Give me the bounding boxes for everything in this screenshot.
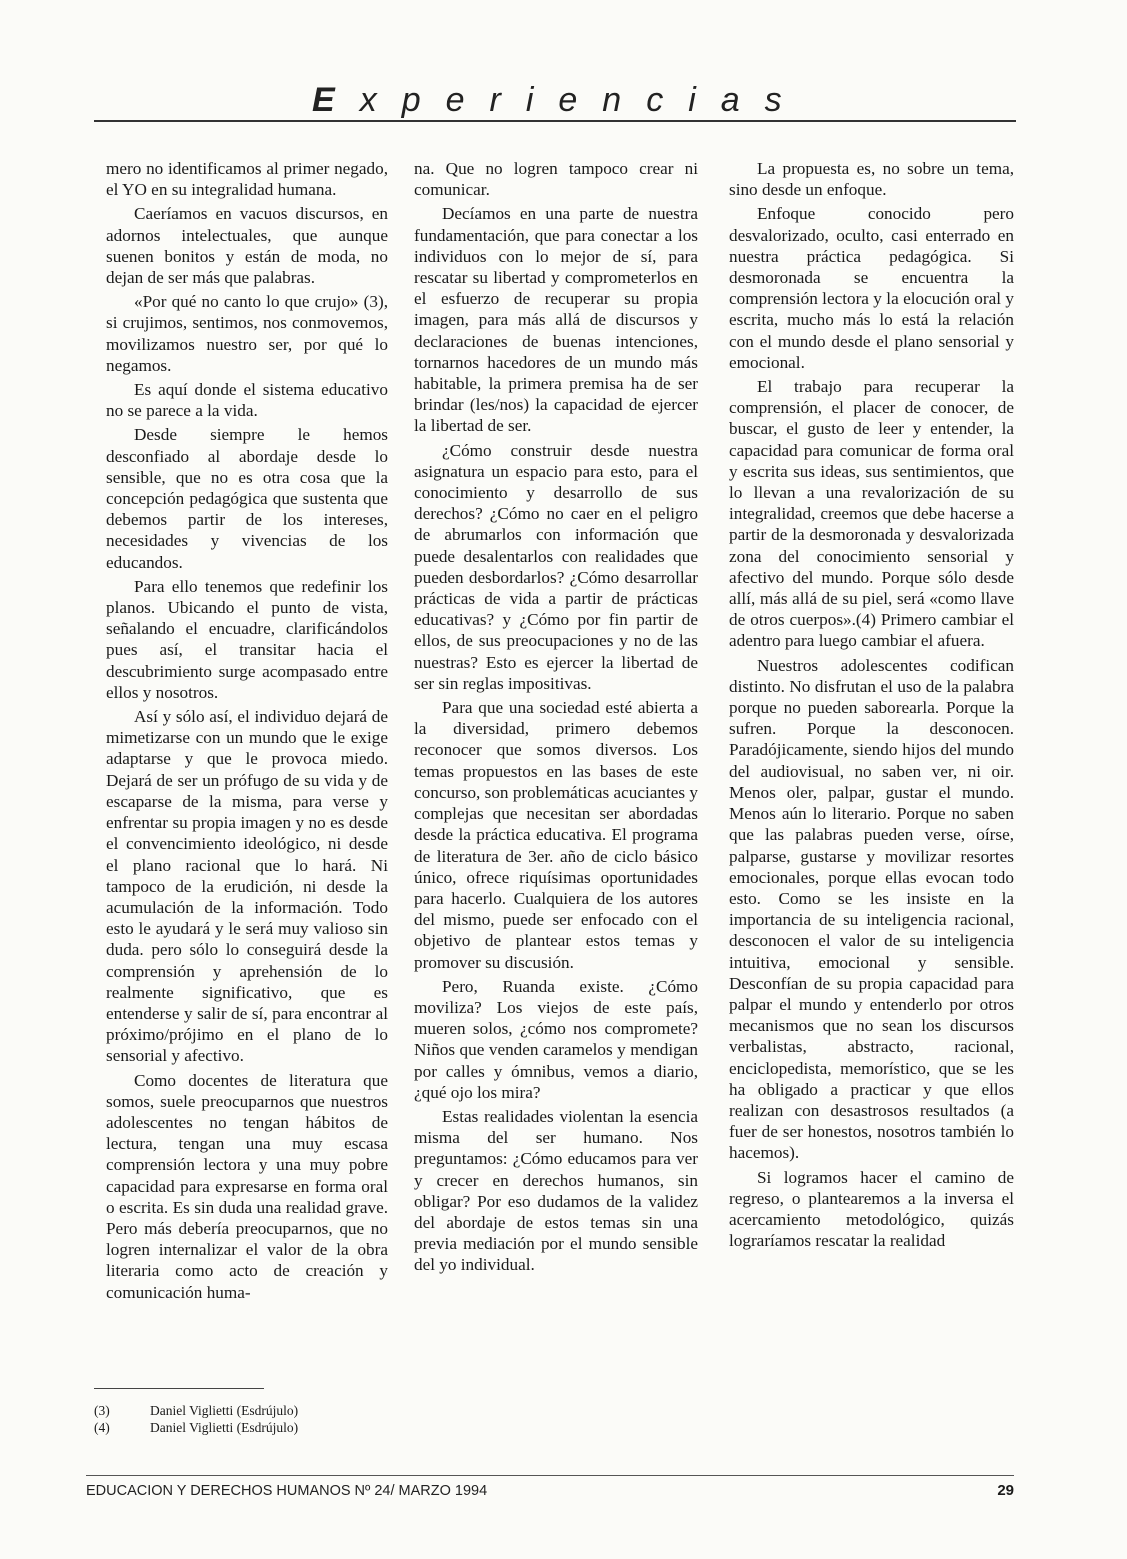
paragraph: Así y sólo así, el individuo dejará de mimetizarse con un mundo que le exige adaptarse y que le provoca miedo. Dejará de ser un prófugo de su vida y de escaparse de la misma, para verse y enfrentar su propia imagen y no es desde el convencimiento ideológico, ni desde el plano racional que lo hará. Ni tampoco de la erudición, ni desde la acumulación de la información. Todo esto le ayudará y le será muy valioso sin duda. pero sólo lo conseguirá desde la comprensión y aprehensión de lo realmente significativo, que es entenderse y salir de sí, para encontrar al próximo/prójimo en el plano de lo sensorial y afectivo. — [106, 707, 388, 1066]
paragraph: Decíamos en una parte de nuestra fundamentación, que para conectar a los individuos con lo mejor de sí, para rescatar su libertad y comprometerlos en el esfuerzo de recuperar su propia imagen, para más allá de discursos y declaraciones de buenas intenciones, tornarnos hacedores de un mundo más habitable, la primera premisa ha de ser brindar (les/nos) la capacidad de ejercer la libertad de ser. — [414, 204, 698, 436]
publication-footer: EDUCACION Y DERECHOS HUMANOS Nº 24/ MARZO 1994 — [86, 1483, 488, 1499]
footnote-number: (4) — [94, 1420, 110, 1435]
paragraph: «Por qué no canto lo que crujo» (3), si crujimos, sentimos, nos conmovemos, movilizamos nuestro ser, por qué lo negamos. — [106, 292, 388, 375]
page-number: 29 — [997, 1482, 1014, 1499]
section-header-rest: xperiencias — [359, 81, 807, 119]
text-column-3 — [729, 158, 1014, 1254]
footnote-text: Daniel Viglietti (Esdrújulo) — [150, 1420, 299, 1435]
paragraph: Estas realidades violentan la esencia misma del ser humano. Nos preguntamos: ¿Cómo educamos para ver y crecer en derechos humanos, sin obligar? Por eso dudamos de la validez del abordaje de estos temas sin una previa mediación por el mundo sensible del yo individual. — [414, 1106, 698, 1275]
paragraph: Desde siempre le hemos desconfiado al abordaje desde lo sensible, que no es otra cosa que la concepción pedagógica que sustenta que debemos partir de los intereses, necesidades y vivencias de los educandos. — [106, 425, 388, 572]
footer-rule — [86, 1475, 1014, 1476]
paragraph: Si logramos hacer el camino de regreso, o plantearemos a la inversa el acercamiento metodológico, quizás lograríamos rescatar la realidad — [729, 1167, 1014, 1251]
footnotes — [94, 1402, 434, 1436]
paragraph: ¿Cómo construir desde nuestra asignatura un espacio para esto, para el conocimiento y desarrollo de sus derechos? ¿Cómo no caer en el peligro de abrumarlos con información que puede desalentarlos con realidades que pueden desbordarlos? ¿Cómo desarrollar prácticas de vida a partir de prácticas educativas? y ¿Cómo por fin partir de ellos, de sus preocupaciones y no de las nuestras? Esto es ejercer la libertad de ser sin reglas impositivas. — [414, 440, 698, 693]
paragraph: Como docentes de literatura que somos, suele preocuparnos que nuestros adolescentes no tengan hábitos de lectura, tengan una muy escasa comprensión lectora y una muy pobre capacidad para expresarse en forma oral o escrita. Es sin duda una realidad grave. Pero más debería preocuparnos, que no logren internalizar el valor de la obra literaria como acto de creación y comunicación huma- — [106, 1070, 388, 1302]
section-header-initial: E — [312, 81, 360, 119]
footnote-number: (3) — [94, 1403, 110, 1418]
paragraph: Caeríamos en vacuos discursos, en adornos intelectuales, que aunque suenen bonitos y están de moda, no dejan de ser más que palabras. — [106, 204, 388, 288]
paragraph: Pero, Ruanda existe. ¿Cómo moviliza? Los viejos de este país, mueren solos, ¿cómo nos compromete? Niños que venden caramelos y mendigan por calles y ómnibus, vemos a diario, ¿qué ojo los mira? — [414, 976, 698, 1102]
footnote — [94, 1402, 434, 1419]
footnote — [94, 1419, 434, 1436]
paragraph: mero no identificamos al primer negado, el YO en su integralidad humana. — [106, 159, 388, 200]
section-header — [312, 80, 812, 120]
paragraph: Es aquí donde el sistema educativo no se parece a la vida. — [106, 380, 388, 421]
paragraph: La propuesta es, no sobre un tema, sino desde un enfoque. — [729, 159, 1014, 200]
text-column-1 — [106, 158, 388, 1306]
text-column-2 — [414, 158, 698, 1279]
paragraph: Enfoque conocido pero desvalorizado, oculto, casi enterrado en nuestra práctica pedagógica. Si desmoronada se encuentra la comprensión lectora y la elocución oral y escrita, mucho más lo está la relación con el mundo desde el plano sensorial y emocional. — [729, 204, 1014, 372]
paragraph: El trabajo para recuperar la comprensión, el placer de conocer, de buscar, el gusto de leer y entender, la capacidad para comunicar de forma oral y escrita sus ideas, sus sentimientos, que lo llevan a una revalorización de su integralidad, creemos que debe hacerse a partir de la desmoronada y desvalorizada zona del conocimiento sensorial y afectivo del mundo. Porque sólo desde allí, más allá de su piel, será «como llave de otros cuerpos».(4) Primero cambiar el adentro para luego cambiar el afuera. — [729, 377, 1014, 651]
footnote-text: Daniel Viglietti (Esdrújulo) — [150, 1403, 299, 1418]
paragraph: Para que una sociedad esté abierta a la diversidad, primero debemos reconocer que somos diversos. Los temas propuestos en las bases de este concurso, son problemáticas acuciantes y complejas que necesitan ser abordadas desde la práctica educativa. El programa de literatura de 3er. año de ciclo básico único, ofrece riquísimas oportunidades para hacerlo. Cualquiera de los autores del mismo, puede ser enfocado con el objetivo de plantear estos temas y promover su discusión. — [414, 698, 698, 972]
paragraph: na. Que no logren tampoco crear ni comunicar. — [414, 159, 698, 200]
header-rule — [94, 120, 1016, 122]
footnote-rule — [94, 1388, 264, 1389]
paragraph: Nuestros adolescentes codifican distinto. No disfrutan el uso de la palabra porque no pueden saborearla. Porque la sufren. Porque la desconocen. Paradójicamente, siendo hijos del mundo del audiovisual, no saben ver, ni oir. Menos oler, palpar, gustar el mundo. Menos aún lo literario. Porque no saben que las palabras pueden verse, oírse, palparse, gustarse y movilizar resortes emocionales, porque ellas evocan todo esto. Como se les insiste en la importancia de su inteligencia racional, desconocen el valor de su inteligencia intuitiva, emocional y sensible. Desconfían de su propia capacidad para palpar el mundo y entenderlo por otros mecanismos que no sean los discursos verbalistas, abstracto, racional, enciclopedista, memorístico, que se les ha obligado a practicar y que ellos realizan con desastrosos resultados (a fuer de ser honestos, nosotros también lo hacemos). — [729, 655, 1014, 1163]
paragraph: Para ello tenemos que redefinir los planos. Ubicando el punto de vista, señalando el encuadre, clarificándolos pues así, el transitar hacia el descubrimiento surge acompasado entre ellos y nosotros. — [106, 576, 388, 702]
